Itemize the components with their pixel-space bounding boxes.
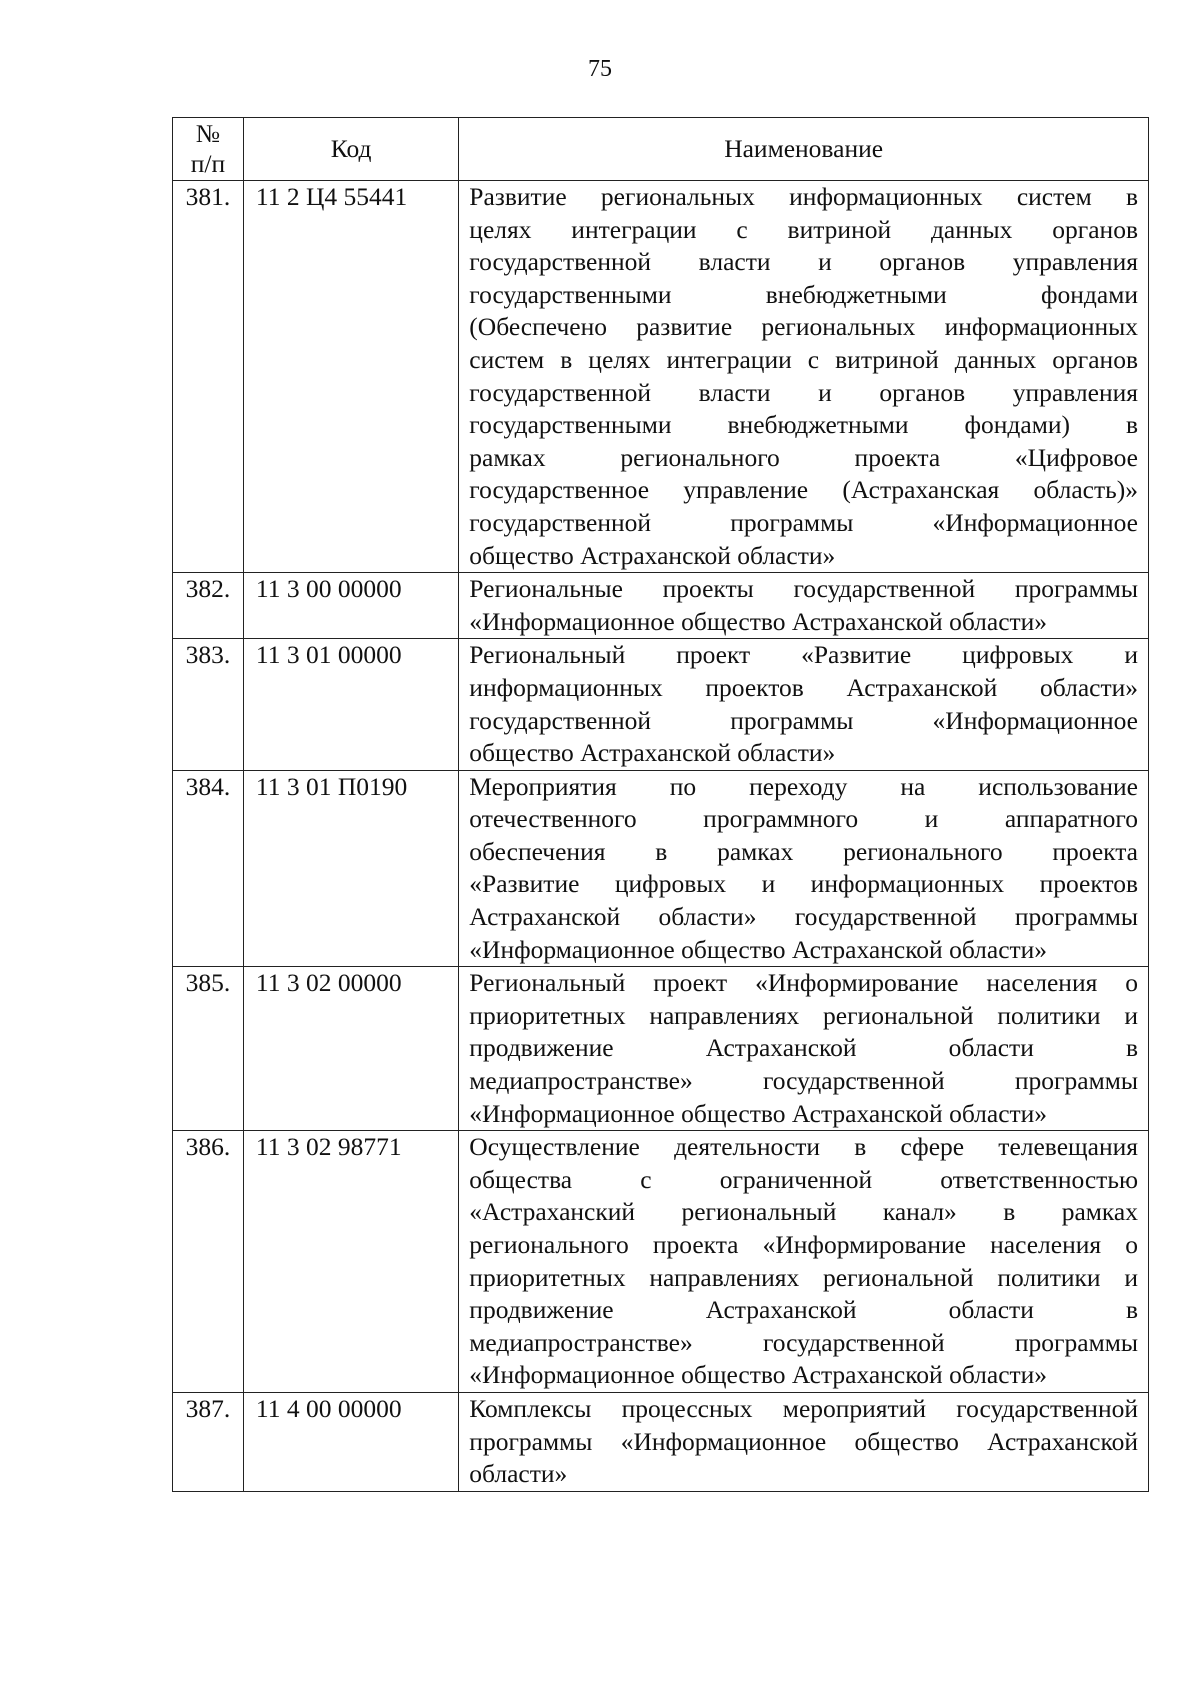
row-number: 387. xyxy=(173,1392,244,1491)
row-code: 11 2 Ц4 55441 xyxy=(243,181,458,573)
name-line: систем в целях интеграции с витриной данных органов xyxy=(469,344,1138,374)
row-number: 381. xyxy=(173,181,244,573)
name-line: «Информационное общество Астраханской области» xyxy=(469,1360,1048,1390)
name-line: продвижение Астраханской области в xyxy=(469,1033,1138,1063)
name-line: «Информационное общество Астраханской области» xyxy=(469,606,1048,636)
row-code: 11 3 01 00000 xyxy=(243,639,458,770)
table-row xyxy=(173,1131,1149,1393)
row-code: 11 3 02 00000 xyxy=(243,967,458,1131)
name-line: государственной власти и органов управления xyxy=(469,247,1138,277)
row-number: 386. xyxy=(173,1131,244,1393)
row-name xyxy=(459,181,1149,573)
name-line: (Обеспечено развитие региональных информационных xyxy=(469,312,1138,342)
row-code: 11 3 02 98771 xyxy=(243,1131,458,1393)
header-num-bottom: п/п xyxy=(190,149,226,178)
table-row xyxy=(173,770,1149,967)
budget-code-table xyxy=(172,117,1149,1492)
name-line: Комплексы процессных мероприятий государственной xyxy=(469,1393,1138,1423)
name-line: информационных проектов Астраханской области» xyxy=(469,672,1138,702)
row-name xyxy=(459,1392,1149,1491)
name-line: медиапространстве» государственной программы xyxy=(469,1327,1138,1357)
name-line: общество Астраханской области» xyxy=(469,540,836,570)
name-line: «Информационное общество Астраханской области» xyxy=(469,934,1048,964)
name-line: обеспечения в рамках регионального проекта xyxy=(469,836,1138,866)
name-line: приоритетных направлениях региональной политики и xyxy=(469,1000,1138,1030)
name-line: Региональные проекты государственной программы xyxy=(469,574,1138,604)
name-line: продвижение Астраханской области в xyxy=(469,1295,1138,1325)
header-name: Наименование xyxy=(459,118,1149,181)
name-line: медиапространстве» государственной программы xyxy=(469,1066,1138,1096)
name-line: государственной программы «Информационное xyxy=(469,705,1138,735)
name-line: общества с ограниченной ответственностью xyxy=(469,1164,1138,1194)
header-num-top: № xyxy=(195,119,221,148)
name-line: государственными внебюджетными фондами xyxy=(469,279,1138,309)
name-line: общество Астраханской области» xyxy=(469,738,836,768)
name-line: приоритетных направлениях региональной политики и xyxy=(469,1262,1138,1292)
name-line: целях интеграции с витриной данных органов xyxy=(469,214,1138,244)
table-row xyxy=(173,1392,1149,1491)
name-line: программы «Информационное общество Астраханской xyxy=(469,1426,1138,1456)
name-line: Астраханской области» государственной программы xyxy=(469,902,1138,932)
table-row xyxy=(173,639,1149,770)
row-code: 11 3 00 00000 xyxy=(243,573,458,639)
table-row xyxy=(173,181,1149,573)
name-line: области» xyxy=(469,1459,568,1489)
name-line: «Развитие цифровых и информационных проектов xyxy=(469,869,1138,899)
row-name xyxy=(459,639,1149,770)
name-line: «Информационное общество Астраханской области» xyxy=(469,1098,1048,1128)
name-line: Развитие региональных информационных систем в xyxy=(469,182,1138,211)
row-name xyxy=(459,573,1149,639)
name-line: Региональный проект «Развитие цифровых и xyxy=(469,640,1138,670)
name-line: Мероприятия по переходу на использование xyxy=(469,771,1138,801)
name-line: рамках регионального проекта «Цифровое xyxy=(469,442,1138,472)
table-header-row xyxy=(173,118,1149,181)
row-code: 11 4 00 00000 xyxy=(243,1392,458,1491)
name-line: государственными внебюджетными фондами) в xyxy=(469,410,1138,440)
row-number: 385. xyxy=(173,967,244,1131)
name-line: государственное управление (Астраханская область)» xyxy=(469,475,1138,505)
page-number: 75 xyxy=(588,56,612,82)
row-name xyxy=(459,1131,1149,1393)
row-name xyxy=(459,967,1149,1131)
header-code: Код xyxy=(243,118,458,181)
name-line: регионального проекта «Информирование населения о xyxy=(469,1230,1138,1259)
table-row xyxy=(173,573,1149,639)
row-number: 384. xyxy=(173,770,244,967)
table-row xyxy=(173,967,1149,1131)
name-line: «Астраханский региональный канал» в рамках xyxy=(469,1197,1138,1227)
name-line: государственной программы «Информационное xyxy=(469,507,1138,537)
name-line: государственной власти и органов управления xyxy=(469,377,1138,407)
name-line: Осуществление деятельности в сфере телевещания xyxy=(469,1132,1138,1162)
header-num xyxy=(173,118,244,181)
name-line: Региональный проект «Информирование населения о xyxy=(469,968,1138,998)
name-line: отечественного программного и аппаратного xyxy=(469,804,1138,834)
row-code: 11 3 01 П0190 xyxy=(243,770,458,967)
row-number: 382. xyxy=(173,573,244,639)
row-name xyxy=(459,770,1149,967)
row-number: 383. xyxy=(173,639,244,770)
